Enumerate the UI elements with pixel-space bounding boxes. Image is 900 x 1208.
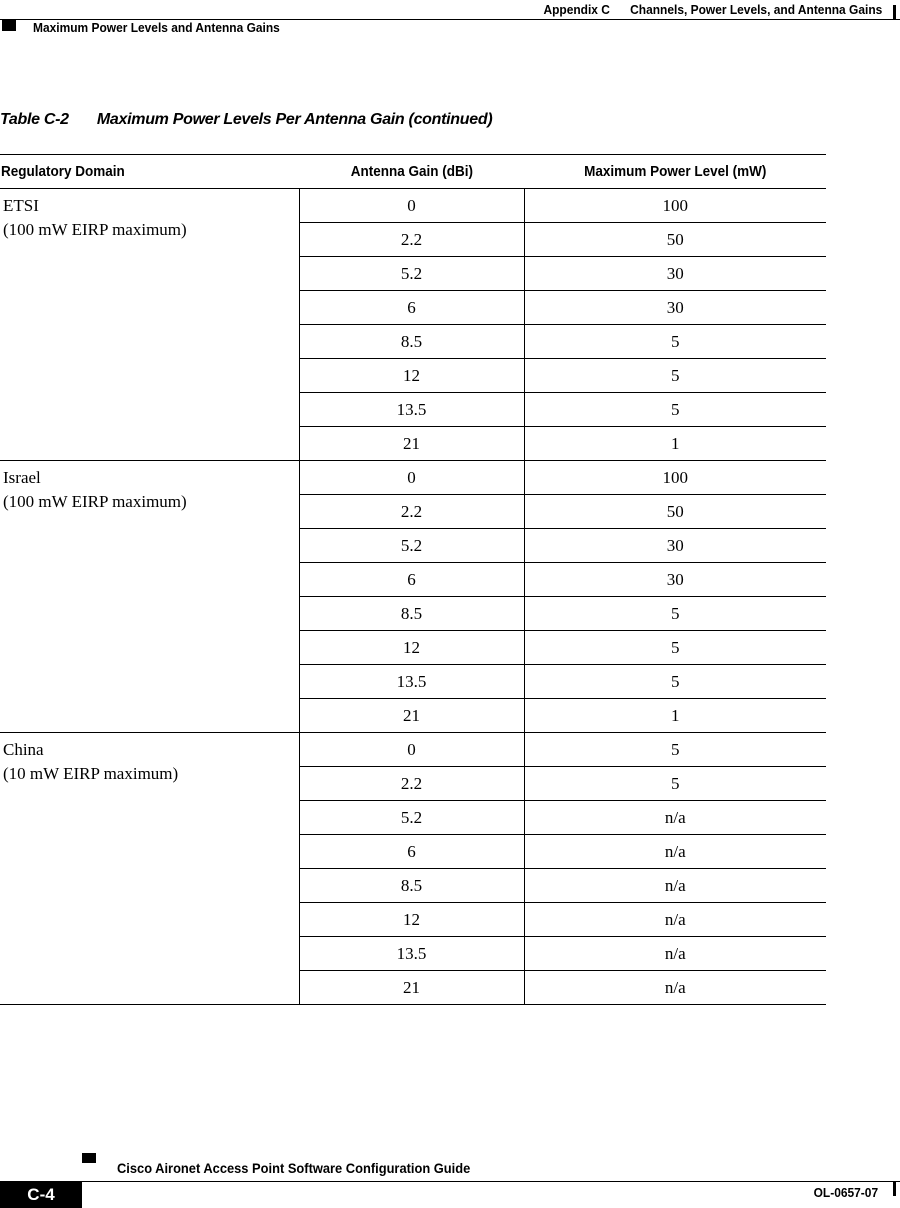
antenna-gain-cell: 12 [299, 903, 524, 937]
page-number: C-4 [0, 1182, 82, 1208]
max-power-cell: 5 [524, 359, 826, 393]
max-power-cell: 50 [524, 495, 826, 529]
max-power-cell: n/a [524, 937, 826, 971]
regulatory-domain-cell [0, 189, 299, 461]
domain-eirp-note: (10 mW EIRP maximum) [3, 764, 179, 783]
max-power-cell: 100 [524, 461, 826, 495]
domain-eirp-note: (100 mW EIRP maximum) [3, 492, 187, 511]
regulatory-domain-cell [0, 733, 299, 1005]
max-power-cell: 30 [524, 529, 826, 563]
max-power-cell: 50 [524, 223, 826, 257]
antenna-gain-cell: 13.5 [299, 937, 524, 971]
max-power-cell: 1 [524, 699, 826, 733]
antenna-gain-cell: 6 [299, 563, 524, 597]
max-power-cell: 5 [524, 597, 826, 631]
antenna-gain-cell: 2.2 [299, 223, 524, 257]
antenna-gain-cell: 8.5 [299, 325, 524, 359]
max-power-cell: 5 [524, 767, 826, 801]
chapter-label: Appendix C [543, 1, 610, 17]
table-row [0, 733, 826, 767]
running-header [543, 0, 882, 18]
max-power-cell: 5 [524, 631, 826, 665]
max-power-cell: n/a [524, 801, 826, 835]
footer-rule [0, 1181, 900, 1182]
max-power-cell: 100 [524, 189, 826, 223]
table-caption-number: Table C-2 [0, 111, 69, 128]
antenna-gain-cell: 0 [299, 461, 524, 495]
antenna-gain-cell: 0 [299, 189, 524, 223]
max-power-cell: 30 [524, 563, 826, 597]
antenna-gain-cell: 13.5 [299, 665, 524, 699]
antenna-gain-cell: 5.2 [299, 257, 524, 291]
max-power-cell: 5 [524, 665, 826, 699]
antenna-gain-cell: 2.2 [299, 495, 524, 529]
footer-tick-mark [893, 1182, 896, 1196]
antenna-gain-cell: 5.2 [299, 529, 524, 563]
table-row [0, 461, 826, 495]
max-power-cell: 30 [524, 291, 826, 325]
document-number: OL-0657-07 [813, 1185, 878, 1200]
antenna-gain-cell: 0 [299, 733, 524, 767]
max-power-cell: n/a [524, 835, 826, 869]
antenna-gain-cell: 21 [299, 427, 524, 461]
antenna-gain-cell: 12 [299, 631, 524, 665]
domain-name: China [3, 740, 44, 759]
antenna-gain-cell: 8.5 [299, 869, 524, 903]
section-title: Maximum Power Levels and Antenna Gains [33, 20, 280, 35]
antenna-gain-cell: 21 [299, 699, 524, 733]
antenna-gain-cell: 2.2 [299, 767, 524, 801]
max-power-cell: n/a [524, 903, 826, 937]
antenna-gain-cell: 6 [299, 835, 524, 869]
header-tick-mark [893, 5, 896, 19]
antenna-gain-cell: 21 [299, 971, 524, 1005]
table-header-row [0, 155, 826, 189]
max-power-cell: n/a [524, 869, 826, 903]
max-power-cell: 5 [524, 325, 826, 359]
domain-eirp-note: (100 mW EIRP maximum) [3, 220, 187, 239]
column-header-regulatory-domain: Regulatory Domain [0, 155, 299, 189]
antenna-gain-cell: 5.2 [299, 801, 524, 835]
max-power-cell: 5 [524, 393, 826, 427]
max-power-cell: 5 [524, 733, 826, 767]
antenna-gain-cell: 6 [299, 291, 524, 325]
table-caption [0, 111, 492, 129]
antenna-gain-cell: 12 [299, 359, 524, 393]
table-row [0, 189, 826, 223]
chapter-title: Channels, Power Levels, and Antenna Gains [629, 1, 882, 17]
domain-name: Israel [3, 468, 41, 487]
column-header-antenna-gain: Antenna Gain (dBi) [299, 155, 524, 189]
table-caption-title: Maximum Power Levels Per Antenna Gain (continued) [96, 111, 493, 128]
header-square-marker [2, 20, 16, 31]
power-levels-table [0, 154, 826, 1005]
regulatory-domain-cell [0, 461, 299, 733]
antenna-gain-cell: 8.5 [299, 597, 524, 631]
max-power-cell: n/a [524, 971, 826, 1005]
column-header-max-power: Maximum Power Level (mW) [524, 155, 826, 189]
max-power-cell: 30 [524, 257, 826, 291]
max-power-cell: 1 [524, 427, 826, 461]
domain-name: ETSI [3, 196, 39, 215]
footer-square-marker [82, 1153, 96, 1163]
book-title: Cisco Aironet Access Point Software Configuration Guide [117, 1160, 471, 1176]
antenna-gain-cell: 13.5 [299, 393, 524, 427]
